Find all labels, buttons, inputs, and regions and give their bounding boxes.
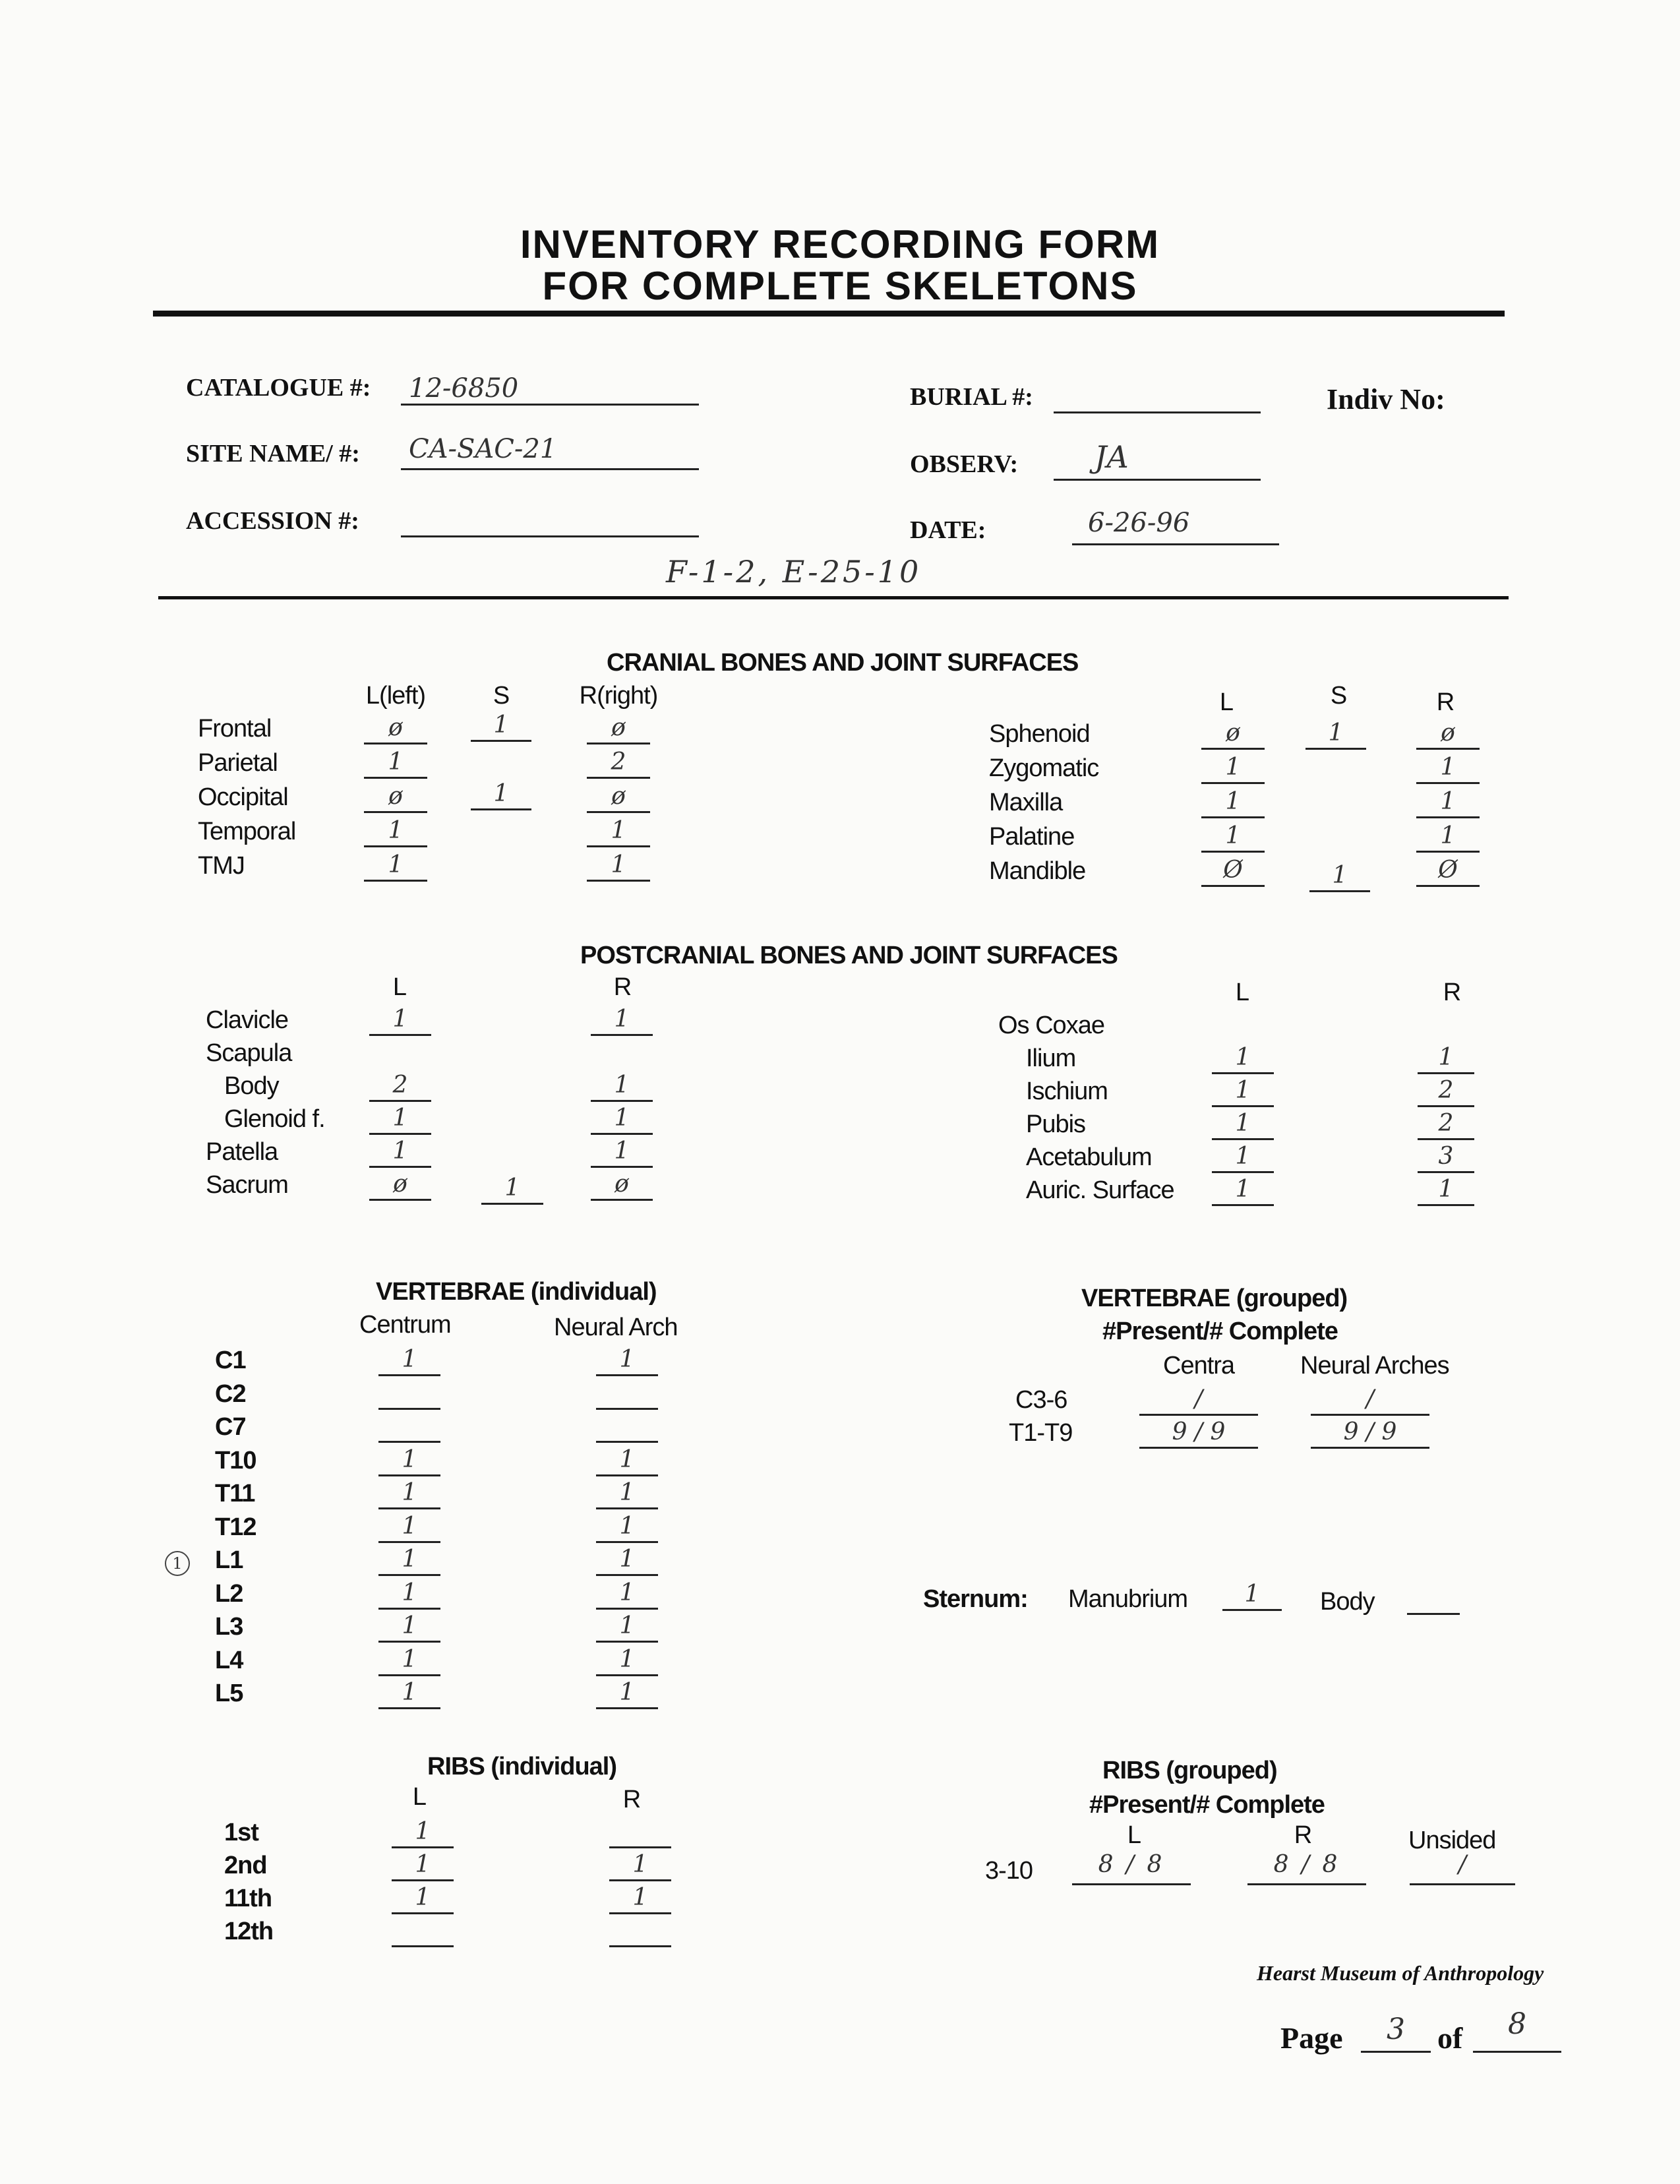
cranial-right-s-blank <box>1309 890 1370 892</box>
postcranial-row-label: Sacrum <box>206 1171 288 1199</box>
form-title-line2: FOR COMPLETE SKELETONS <box>542 264 1138 308</box>
burial-underline <box>1054 411 1261 413</box>
cranial-left-r-blank <box>587 845 650 847</box>
title-rule <box>153 311 1505 317</box>
cranial-right-r-value[interactable]: 1 <box>1440 754 1456 781</box>
vert-grp-col-centra: Centra <box>1163 1352 1235 1380</box>
postcranial-left-l-blank <box>369 1100 431 1102</box>
vert-ind-row-label: T11 <box>215 1480 255 1507</box>
ribs-grp-row-label: 3-10 <box>985 1857 1033 1885</box>
cranial-title: CRANIAL BONES AND JOINT SURFACES <box>607 649 1079 677</box>
ribs-ind-r-blank <box>609 1879 671 1881</box>
vert-ind-neural-value[interactable]: 1 <box>619 1579 635 1606</box>
cranial-right-l-blank <box>1201 851 1265 853</box>
postcranial-right-r-value[interactable]: 1 <box>1438 1044 1454 1071</box>
cranial-right-l-value[interactable]: 1 <box>1225 822 1241 849</box>
ribs-ind-col-r: R <box>622 1786 641 1813</box>
cranial-row-label: Palatine <box>989 823 1075 851</box>
postcranial-right-r-blank <box>1418 1105 1474 1107</box>
ribs-ind-r-value[interactable]: 1 <box>632 1851 648 1878</box>
postcranial-left-l-blank <box>369 1034 431 1036</box>
postcranial-right-l-value[interactable]: 1 <box>1235 1044 1251 1071</box>
date-value[interactable]: 6-26-96 <box>1088 508 1190 538</box>
total-value[interactable]: 8 <box>1508 2007 1526 2041</box>
ribs-ind-row-label: 11th <box>224 1885 272 1912</box>
postcranial-row-label: Ilium <box>1026 1045 1076 1072</box>
cranial-right-r-value[interactable]: Ø <box>1438 857 1458 884</box>
vert-ind-centrum-value[interactable]: 1 <box>402 1546 417 1573</box>
ribs-ind-r-value[interactable]: 1 <box>632 1884 648 1911</box>
cranial-right-r-blank <box>1416 748 1480 750</box>
ribs-ind-col-l: L <box>412 1783 427 1811</box>
vert-ind-centrum-blank <box>378 1507 440 1509</box>
vert-ind-centrum-blank <box>378 1641 440 1643</box>
vert-ind-row-label: C7 <box>215 1413 246 1441</box>
cranial-left-r-value[interactable]: ø <box>611 783 626 810</box>
vert-ind-row-label: C1 <box>215 1347 246 1374</box>
cranial-right-l-value[interactable]: 1 <box>1225 788 1241 815</box>
body-label: Body <box>1320 1588 1375 1616</box>
vert-ind-centrum-blank <box>378 1474 440 1476</box>
vert-grp-centra-blank <box>1139 1414 1258 1416</box>
cranial-col2-right: R <box>1436 688 1455 716</box>
cranial-left-s-value[interactable]: 1 <box>493 712 509 739</box>
postcranial-left-l-value[interactable]: 1 <box>392 1138 408 1165</box>
cranial-row-label: Mandible <box>989 857 1086 885</box>
ribs-ind-row-label: 1st <box>224 1819 258 1846</box>
postcranial-left-r-blank <box>591 1100 653 1102</box>
ribs-ind-l-value[interactable]: 1 <box>415 1818 431 1845</box>
vert-grp-centra-value[interactable]: / <box>1194 1385 1203 1412</box>
vert-ind-row-label: L3 <box>215 1613 243 1641</box>
vert-ind-row-label: L2 <box>215 1579 243 1608</box>
page-value[interactable]: 3 <box>1387 2013 1405 2046</box>
vert-ind-neural-blank <box>596 1507 658 1509</box>
vert-ind-centrum-blank <box>378 1574 440 1576</box>
sternum-body-blank <box>1407 1613 1460 1615</box>
vert-grp-centra-value[interactable]: 9 / 9 <box>1172 1418 1226 1445</box>
ribs-grp-col-l: L <box>1127 1821 1141 1849</box>
postcranial-left-s-blank <box>481 1203 543 1205</box>
ribs-ind-l-value[interactable]: 1 <box>415 1884 431 1911</box>
page-label: Page <box>1280 2021 1343 2055</box>
of-label: of <box>1437 2021 1463 2055</box>
vert-grp-row-label: C3-6 <box>1015 1386 1067 1414</box>
vert-ind-row-label: L1 <box>215 1546 243 1574</box>
vert-ind-neural-blank <box>596 1641 658 1643</box>
cranial-row-label: Frontal <box>198 715 272 743</box>
ribs-grp-u-value[interactable]: / <box>1458 1851 1467 1878</box>
vert-ind-row-label: L4 <box>215 1646 243 1674</box>
ribs-grp-col-r: R <box>1294 1821 1312 1849</box>
cranial-left-l-blank <box>364 811 427 813</box>
cranial-left-r-value[interactable]: 2 <box>611 748 626 775</box>
vert-ind-centrum-blank <box>378 1674 440 1676</box>
cranial-row-label: Temporal <box>198 818 296 845</box>
postcranial-right-l-blank <box>1212 1072 1274 1074</box>
postcranial-left-l-blank <box>369 1133 431 1135</box>
cranial-left-r-blank <box>587 811 650 813</box>
postcranial-row-label: Pubis <box>1026 1110 1086 1138</box>
postcranial-left-l-value[interactable]: 1 <box>392 1006 408 1033</box>
cranial-left-r-value[interactable]: 1 <box>611 817 626 844</box>
postcranial-right-r-blank <box>1418 1138 1474 1140</box>
cranial-row-label: TMJ <box>198 852 245 880</box>
ribs-ind-row-label: 2nd <box>224 1852 267 1879</box>
vert-grp-subtitle: #Present/# Complete <box>1102 1318 1338 1345</box>
cranial-col-right: R(right) <box>579 682 658 710</box>
ribs-ind-l-blank <box>392 1912 454 1914</box>
vert-grp-neural-blank <box>1311 1414 1429 1416</box>
ribs-grp-r-value[interactable]: 8 / 8 <box>1273 1851 1340 1878</box>
cranial-left-s-blank <box>471 740 531 742</box>
postcranial-left-r-value[interactable]: ø <box>615 1170 629 1198</box>
margin-mark-text: 1 <box>172 1554 183 1573</box>
vert-ind-col-centrum: Centrum <box>359 1311 451 1339</box>
vert-ind-centrum-blank <box>378 1541 440 1543</box>
vert-ind-row-label: L5 <box>215 1680 243 1707</box>
ribs-grp-r-blank <box>1247 1883 1366 1885</box>
cranial-left-r-blank <box>587 880 650 882</box>
postcranial-row-label: Glenoid f. <box>224 1105 325 1133</box>
vert-ind-centrum-value[interactable]: 1 <box>402 1579 417 1606</box>
accession-underline <box>401 535 699 537</box>
vert-ind-centrum-blank <box>378 1408 440 1410</box>
cranial-right-l-blank <box>1201 816 1265 818</box>
vert-ind-centrum-blank <box>378 1707 440 1709</box>
cranial-col2-left: L <box>1219 688 1234 716</box>
postcranial-row-label: Patella <box>206 1138 278 1166</box>
postcranial-left-r-blank <box>591 1034 653 1036</box>
vert-ind-centrum-blank <box>378 1441 440 1443</box>
postcranial-right-l-blank <box>1212 1138 1274 1140</box>
handwritten-note: F-1-2, E-25-10 <box>666 554 922 590</box>
vert-ind-neural-value[interactable]: 1 <box>619 1612 635 1639</box>
postcranial-right-l-blank <box>1212 1105 1274 1107</box>
postcranial-right-l-value[interactable]: 1 <box>1235 1176 1251 1203</box>
vert-ind-neural-value[interactable]: 1 <box>619 1479 635 1506</box>
cranial-left-l-blank <box>364 777 427 779</box>
vert-grp-row-label: T1-T9 <box>1009 1419 1073 1447</box>
burial-label: BURIAL #: <box>910 383 1033 411</box>
cranial-left-l-value[interactable]: ø <box>388 714 403 741</box>
postcranial-left-r-blank <box>591 1133 653 1135</box>
observ-label: OBSERV: <box>910 450 1019 478</box>
postcranial-left-r-value[interactable]: 1 <box>614 1006 630 1033</box>
postcranial-row-label: Clavicle <box>206 1006 289 1034</box>
vert-ind-neural-value[interactable]: 1 <box>619 1679 635 1706</box>
postcranial-left-r-value[interactable]: 1 <box>614 1105 630 1132</box>
manubrium-blank <box>1222 1609 1282 1611</box>
postcranial-right-l-value[interactable]: 1 <box>1235 1143 1251 1170</box>
cranial-right-l-value[interactable]: Ø <box>1223 857 1243 884</box>
cranial-left-s-value[interactable]: 1 <box>493 780 509 807</box>
vert-ind-neural-blank <box>596 1441 658 1443</box>
postcranial-right-r-value[interactable]: 2 <box>1438 1077 1454 1104</box>
postcranial-col-right: R <box>613 973 632 1001</box>
ribs-ind-r-blank <box>609 1846 671 1848</box>
sternum-label: Sternum: <box>923 1585 1028 1613</box>
indiv-label: Indiv No: <box>1327 383 1445 415</box>
cranial-left-l-value[interactable]: ø <box>388 783 403 810</box>
postcranial-row-label: Ischium <box>1026 1077 1108 1105</box>
vert-ind-centrum-value[interactable]: 1 <box>402 1346 417 1373</box>
vert-ind-neural-blank <box>596 1574 658 1576</box>
postcranial-title: POSTCRANIAL BONES AND JOINT SURFACES <box>580 942 1118 969</box>
vert-ind-centrum-blank <box>378 1608 440 1610</box>
header-rule <box>158 596 1509 599</box>
cranial-left-l-blank <box>364 845 427 847</box>
ribs-grp-title: RIBS (grouped) <box>1102 1757 1277 1784</box>
cranial-right-s-value[interactable]: 1 <box>1328 719 1344 746</box>
observ-value[interactable]: JA <box>1095 439 1129 475</box>
vert-ind-neural-value[interactable]: 1 <box>619 1346 635 1373</box>
postcranial-row-label: Auric. Surface <box>1026 1176 1174 1204</box>
cranial-right-l-blank <box>1201 782 1265 784</box>
vert-ind-centrum-value[interactable]: 1 <box>402 1479 417 1506</box>
vert-ind-col-neural: Neural Arch <box>554 1314 678 1341</box>
vert-ind-neural-value[interactable]: 1 <box>619 1645 635 1673</box>
cranial-left-s-blank <box>471 808 531 810</box>
cranial-left-l-blank <box>364 743 427 744</box>
vert-ind-title: VERTEBRAE (individual) <box>376 1278 657 1306</box>
cranial-right-r-blank <box>1416 816 1480 818</box>
ribs-ind-r-blank <box>609 1912 671 1914</box>
accession-label: ACCESSION #: <box>186 507 359 535</box>
postcranial-left-l-blank <box>369 1166 431 1168</box>
cranial-right-l-blank <box>1201 885 1265 887</box>
cranial-left-r-blank <box>587 743 650 744</box>
cranial-right-l-blank <box>1201 748 1265 750</box>
vert-ind-centrum-blank <box>378 1374 440 1376</box>
postcranial-right-l-value[interactable]: 1 <box>1235 1110 1251 1137</box>
vert-ind-neural-blank <box>596 1674 658 1676</box>
postcranial-left-l-value[interactable]: ø <box>393 1170 407 1198</box>
postcranial-left-l-blank <box>369 1199 431 1201</box>
vert-ind-neural-value[interactable]: 1 <box>619 1512 635 1540</box>
postcranial-right-r-blank <box>1418 1204 1474 1206</box>
vert-ind-centrum-value[interactable]: 1 <box>402 1645 417 1673</box>
catalogue-underline <box>401 404 699 406</box>
observ-underline <box>1054 479 1261 481</box>
postcranial-left-s-value[interactable]: 1 <box>504 1174 520 1201</box>
vert-ind-neural-value[interactable]: 1 <box>619 1546 635 1573</box>
cranial-right-r-value[interactable]: 1 <box>1440 788 1456 815</box>
cranial-left-r-value[interactable]: 1 <box>611 851 626 878</box>
postcranial-right-r-value[interactable]: 2 <box>1438 1110 1454 1137</box>
vert-grp-col-neural: Neural Arches <box>1300 1352 1449 1380</box>
postcranial-row-label: Scapula <box>206 1039 292 1067</box>
manubrium-label: Manubrium <box>1068 1585 1188 1613</box>
postcranial-right-l-blank <box>1212 1171 1274 1173</box>
vert-ind-centrum-value[interactable]: 1 <box>402 1679 417 1706</box>
total-blank <box>1473 2051 1561 2053</box>
vert-grp-neural-value[interactable]: 9 / 9 <box>1343 1418 1397 1445</box>
cranial-col-s: S <box>493 682 510 710</box>
vert-ind-neural-blank <box>596 1374 658 1376</box>
postcranial-col2-right: R <box>1443 979 1461 1006</box>
cranial-right-r-value[interactable]: ø <box>1441 719 1455 746</box>
postcranial-col2-left: L <box>1235 979 1249 1006</box>
vert-ind-centrum-value[interactable]: 1 <box>402 1512 417 1540</box>
museum-name: Hearst Museum of Anthropology <box>1257 1961 1544 1985</box>
cranial-row-label: Zygomatic <box>989 754 1099 782</box>
cranial-col2-s: S <box>1330 682 1347 710</box>
ribs-grp-u-blank <box>1410 1883 1515 1885</box>
site-value[interactable]: CA-SAC-21 <box>409 434 557 464</box>
ribs-grp-l-blank <box>1072 1883 1191 1885</box>
ribs-ind-l-blank <box>392 1945 454 1947</box>
postcranial-right-l-value[interactable]: 1 <box>1235 1077 1251 1104</box>
postcranial-right-l-blank <box>1212 1204 1274 1206</box>
date-label: DATE: <box>910 516 986 544</box>
cranial-right-r-value[interactable]: 1 <box>1440 822 1456 849</box>
postcranial-left-r-value[interactable]: 1 <box>614 1072 630 1099</box>
ribs-ind-row-label: 12th <box>224 1918 274 1945</box>
vert-ind-neural-blank <box>596 1608 658 1610</box>
manubrium-value[interactable]: 1 <box>1244 1581 1260 1608</box>
ribs-ind-l-value[interactable]: 1 <box>415 1851 431 1878</box>
cranial-left-l-value[interactable]: 1 <box>388 748 404 775</box>
margin-circled-mark <box>165 1551 190 1576</box>
ribs-ind-title: RIBS (individual) <box>427 1753 616 1780</box>
postcranial-left-r-blank <box>591 1166 653 1168</box>
ribs-ind-l-blank <box>392 1846 454 1848</box>
vert-grp-centra-blank <box>1139 1447 1258 1449</box>
site-underline <box>401 468 699 470</box>
cranial-row-label: Maxilla <box>989 789 1063 816</box>
cranial-right-r-blank <box>1416 782 1480 784</box>
cranial-left-l-value[interactable]: 1 <box>388 817 404 844</box>
postcranial-right-r-blank <box>1418 1171 1474 1173</box>
cranial-left-r-blank <box>587 777 650 779</box>
cranial-row-label: Occipital <box>198 783 288 811</box>
page-blank <box>1361 2051 1431 2053</box>
date-underline <box>1072 543 1279 545</box>
cranial-row-label: Parietal <box>198 749 278 777</box>
postcranial-row-label: Body <box>224 1072 279 1100</box>
vert-grp-neural-blank <box>1311 1447 1429 1449</box>
cranial-col-left: L(left) <box>365 682 426 710</box>
cranial-right-r-blank <box>1416 851 1480 853</box>
postcranial-row-label: Acetabulum <box>1026 1143 1152 1171</box>
vert-ind-neural-blank <box>596 1541 658 1543</box>
cranial-right-l-value[interactable]: ø <box>1226 719 1240 746</box>
cranial-right-s-value[interactable]: 1 <box>1332 862 1348 889</box>
site-label: SITE NAME/ #: <box>186 440 360 468</box>
form-title-line1: INVENTORY RECORDING FORM <box>520 222 1160 266</box>
cranial-left-l-value[interactable]: 1 <box>388 851 404 878</box>
postcranial-left-l-value[interactable]: 2 <box>392 1072 408 1099</box>
cranial-right-s-blank <box>1305 748 1366 750</box>
ribs-grp-l-value[interactable]: 8 / 8 <box>1098 1851 1165 1878</box>
catalogue-value[interactable]: 12-6850 <box>409 373 519 404</box>
catalogue-label: CATALOGUE #: <box>186 374 371 402</box>
vert-grp-title: VERTEBRAE (grouped) <box>1081 1285 1348 1312</box>
cranial-right-r-blank <box>1416 885 1480 887</box>
ribs-grp-subtitle: #Present/# Complete <box>1089 1791 1325 1819</box>
vert-ind-row-label: T10 <box>215 1446 256 1474</box>
ribs-ind-l-blank <box>392 1879 454 1881</box>
vert-ind-neural-blank <box>596 1707 658 1709</box>
vert-ind-row-label: T12 <box>215 1513 256 1541</box>
vert-ind-neural-value[interactable]: 1 <box>619 1445 635 1473</box>
postcranial-right-r-blank <box>1418 1072 1474 1074</box>
postcranial-left-l-value[interactable]: 1 <box>392 1105 408 1132</box>
cranial-right-l-value[interactable]: 1 <box>1225 754 1241 781</box>
vert-ind-centrum-value[interactable]: 1 <box>402 1445 417 1473</box>
cranial-row-label: Sphenoid <box>989 720 1090 748</box>
postcranial-row-label: Os Coxae <box>998 1012 1104 1039</box>
postcranial-col-left: L <box>392 973 407 1001</box>
vert-ind-neural-blank <box>596 1408 658 1410</box>
vert-ind-row-label: C2 <box>215 1380 246 1408</box>
ribs-grp-col-unsided: Unsided <box>1408 1827 1496 1854</box>
postcranial-right-r-value[interactable]: 3 <box>1438 1143 1454 1170</box>
cranial-left-l-blank <box>364 880 427 882</box>
ribs-ind-r-blank <box>609 1945 671 1947</box>
postcranial-right-r-value[interactable]: 1 <box>1438 1176 1454 1203</box>
postcranial-left-r-value[interactable]: 1 <box>614 1138 630 1165</box>
cranial-left-r-value[interactable]: ø <box>611 714 626 741</box>
vert-ind-centrum-value[interactable]: 1 <box>402 1612 417 1639</box>
vert-ind-neural-blank <box>596 1474 658 1476</box>
postcranial-left-r-blank <box>591 1199 653 1201</box>
vert-grp-neural-value[interactable]: / <box>1365 1385 1375 1412</box>
